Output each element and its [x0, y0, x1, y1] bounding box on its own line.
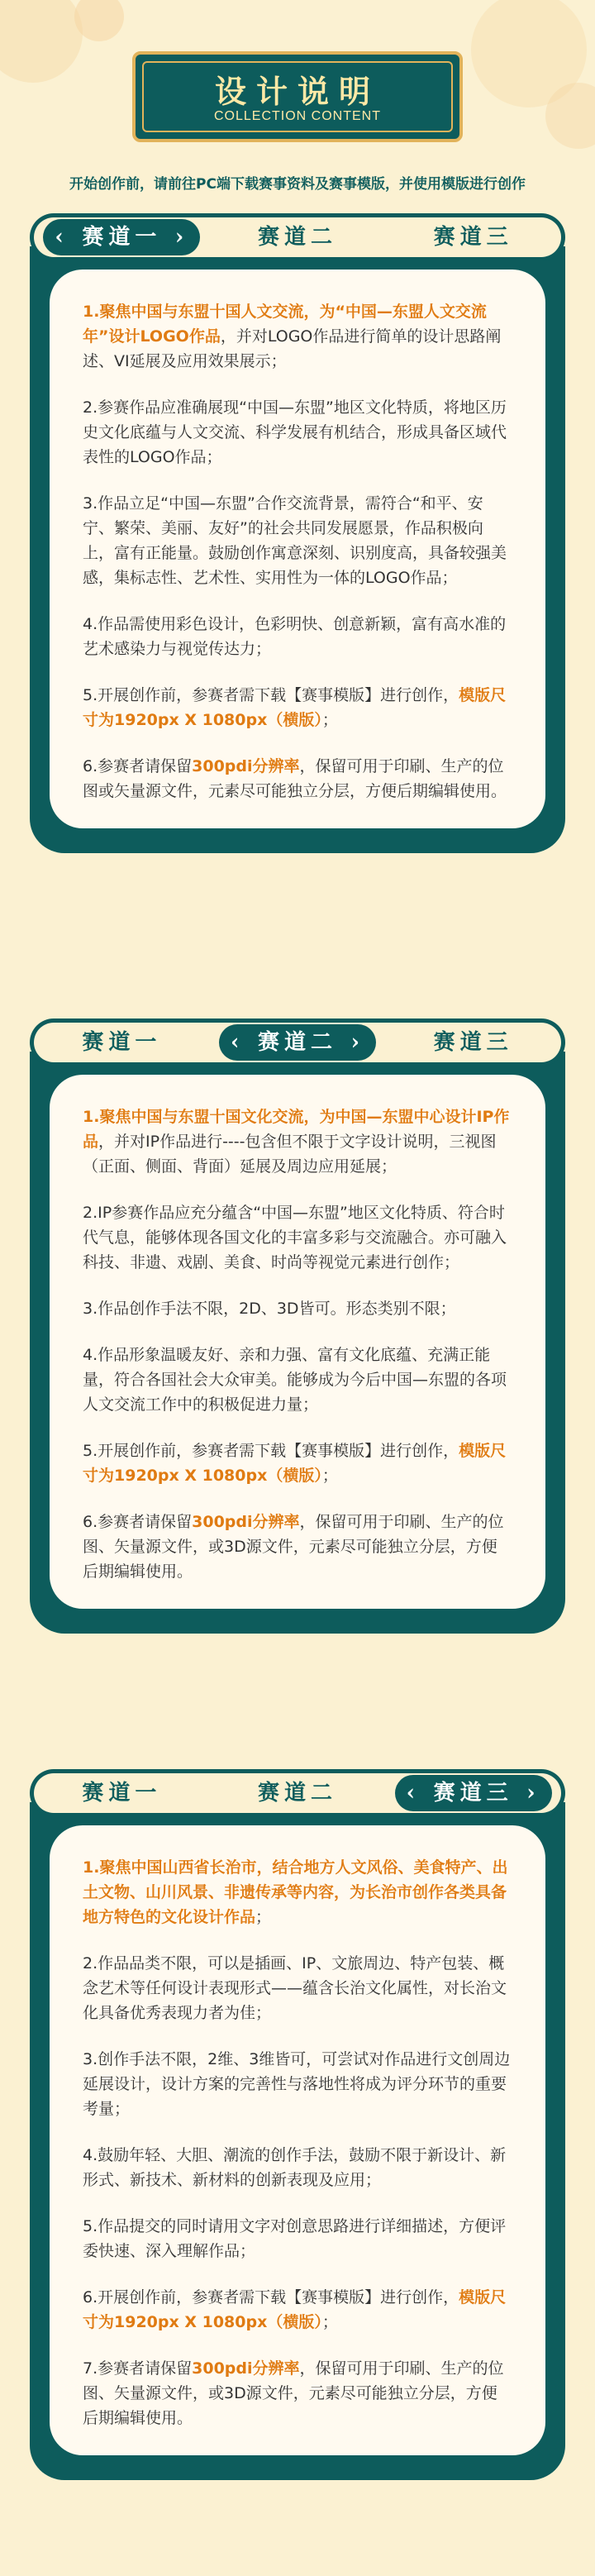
- requirement-item: [83, 2143, 512, 2192]
- body-text: 3.作品创作手法不限，2D、3D皆可。形态类别不限；: [83, 1300, 456, 1318]
- body-text: 4.作品需使用彩色设计，色彩明快、创意新颖，富有高水准的艺术感染力与视觉传达力；: [83, 615, 507, 658]
- requirement-item: [83, 2285, 512, 2335]
- tab-track-2[interactable]: 赛道二: [257, 225, 337, 250]
- highlight-text: 1.聚焦中国与东盟十国人文交流，为“中国—东盟人文交流年”设计LOGO作品: [83, 303, 487, 346]
- track-tabs: [30, 213, 565, 261]
- body-text: 4.作品形象温暖友好、亲和力强、富有文化底蕴、充满正能量，符合各国社会大众审美。能够成为今后中国—东盟的各项人文交流工作中的积极促进力量；: [83, 1346, 507, 1414]
- track-tab-bar: [34, 1773, 561, 1813]
- requirement-item: [83, 1510, 512, 1584]
- requirement-item: [83, 683, 512, 732]
- requirement-item: [83, 1855, 512, 1930]
- page-subtitle: COLLECTION CONTENT: [213, 109, 381, 123]
- body-text: ；: [321, 711, 338, 729]
- track-tab-bar: [34, 217, 561, 257]
- track-content: [50, 1825, 545, 2455]
- track-panel: [30, 1802, 565, 2480]
- highlight-text: 300pdi分辨率: [192, 1513, 300, 1531]
- body-text: 2.作品品类不限，可以是插画、IP、文旅周边、特产包装、概念艺术等任何设计表现形式——蕴含长治文化属性，对长治文化具备优秀表现力者为佳；: [83, 1954, 507, 2022]
- requirement-item: [83, 1951, 512, 2025]
- requirement-item: [83, 395, 512, 470]
- tab-track-1[interactable]: 赛道一: [82, 1030, 162, 1055]
- highlight-text: 300pdi分辨率: [192, 2359, 300, 2378]
- requirement-item: [83, 612, 512, 661]
- tab-track-2[interactable]: ‹ 赛道二 ›: [219, 1024, 376, 1061]
- body-text: 5.开展创作前，参赛者需下载【赛事模版】进行创作，: [83, 686, 459, 704]
- body-text: ；: [321, 1467, 338, 1485]
- highlight-text: 1.聚焦中国与东盟十国文化交流，为中国—东盟中心设计IP作品: [83, 1108, 510, 1151]
- track-panel: [30, 1052, 565, 1634]
- requirement-item: [83, 2047, 512, 2121]
- track-content: [50, 1075, 545, 1609]
- body-text: 5.作品提交的同时请用文字对创意思路进行详细描述，方便评委快速、深入理解作品；: [83, 2217, 507, 2260]
- body-text: 3.创作手法不限，2维、3维皆可，可尝试对作品进行文创周边延展设计，设计方案的完善性与落地性将成为评分环节的重要考量；: [83, 2050, 511, 2118]
- requirement-item: [83, 1296, 512, 1321]
- requirement-item: [83, 1104, 512, 1179]
- body-text: 2.参赛作品应准确展现“中国—东盟”地区文化特质，将地区历史文化底蕴与人文交流、科学发展有机结合，形成具备区域代表性的LOGO作品；: [83, 398, 507, 466]
- highlight-text: 模版尺寸为1920px X 1080px（横版）: [83, 1442, 507, 1485]
- track-tabs: [30, 1018, 565, 1066]
- page-title: 设计说明: [214, 73, 380, 110]
- requirement-item: [83, 299, 512, 374]
- tab-track-1[interactable]: 赛道一: [82, 1781, 162, 1806]
- body-text: ，保留可用于印刷、生产的位图、矢量源文件，或3D源文件，元素尽可能独立分层，方便后期编辑使用。: [83, 2359, 504, 2427]
- requirement-item: [83, 2356, 512, 2431]
- body-text: ，并对LOGO作品进行简单的设计思路阐述、VI延展及应用效果展示；: [83, 327, 502, 370]
- intro-text: 开始创作前，请前往PC端下载赛事资料及赛事模版，并使用模版进行创作: [69, 176, 526, 193]
- body-text: ，保留可用于印刷、生产的位图或矢量源文件，元素尽可能独立分层，方便后期编辑使用。: [83, 757, 507, 800]
- body-text: ，并对IP作品进行----包含但不限于文字设计说明，三视图（正面、侧面、背面）延展及周边应用延展；: [83, 1133, 497, 1176]
- tab-track-3[interactable]: 赛道三: [433, 1030, 513, 1055]
- highlight-text: 模版尺寸为1920px X 1080px（横版）: [83, 686, 507, 729]
- body-text: ，保留可用于印刷、生产的位图、矢量源文件，或3D源文件，元素尽可能独立分层，方便后期编辑使用。: [83, 1513, 504, 1581]
- requirement-item: [83, 1200, 512, 1275]
- requirement-item: [83, 1343, 512, 1417]
- track-tab-bar: [34, 1023, 561, 1062]
- requirement-item: [83, 754, 512, 804]
- body-text: ；: [321, 2313, 338, 2331]
- track-panel: [30, 246, 565, 853]
- body-text: ；: [255, 1908, 272, 1926]
- tab-track-3[interactable]: ‹ 赛道三 ›: [395, 1775, 552, 1811]
- body-text: 3.作品立足“中国—东盟”合作交流背景，需符合“和平、安宁、繁荣、美丽、友好”的社会共同发展愿景，作品积极向上，富有正能量。鼓励创作寓意深刻、识别度高，具备较强美感，集标志性、艺术性、实用性为一体的LOGO作品；: [83, 494, 507, 587]
- page-header: [132, 51, 463, 142]
- tab-track-1[interactable]: ‹ 赛道一 ›: [43, 219, 200, 255]
- body-text: 6.参赛者请保留: [83, 1513, 193, 1531]
- track-content: [50, 270, 545, 828]
- tab-track-2[interactable]: 赛道二: [257, 1781, 337, 1806]
- body-text: 4.鼓励年轻、大胆、潮流的创作手法，鼓励不限于新设计、新形式、新技术、新材料的创新表现及应用；: [83, 2146, 507, 2189]
- track-tabs: [30, 1769, 565, 1817]
- body-text: 2.IP参赛作品应充分蕴含“中国—东盟”地区文化特质、符合时代气息，能够体现各国文化的丰富多彩与交流融合。亦可融入科技、非遗、戏剧、美食、时尚等视觉元素进行创作；: [83, 1204, 507, 1271]
- highlight-text: 模版尺寸为1920px X 1080px（横版）: [83, 2288, 507, 2331]
- requirement-item: [83, 2214, 512, 2264]
- body-text: 6.开展创作前，参赛者需下载【赛事模版】进行创作，: [83, 2288, 459, 2306]
- body-text: 7.参赛者请保留: [83, 2359, 193, 2378]
- highlight-text: 300pdi分辨率: [192, 757, 300, 775]
- requirement-item: [83, 1438, 512, 1488]
- body-text: 6.参赛者请保留: [83, 757, 193, 775]
- highlight-text: 1.聚焦中国山西省长治市，结合地方人文风俗、美食特产、出土文物、山川风景、非遗传承等内容，为长治市创作各类具备地方特色的文化设计作品: [83, 1858, 508, 1926]
- body-text: 5.开展创作前，参赛者需下载【赛事模版】进行创作，: [83, 1442, 459, 1460]
- requirement-item: [83, 491, 512, 590]
- tab-track-3[interactable]: 赛道三: [433, 225, 513, 250]
